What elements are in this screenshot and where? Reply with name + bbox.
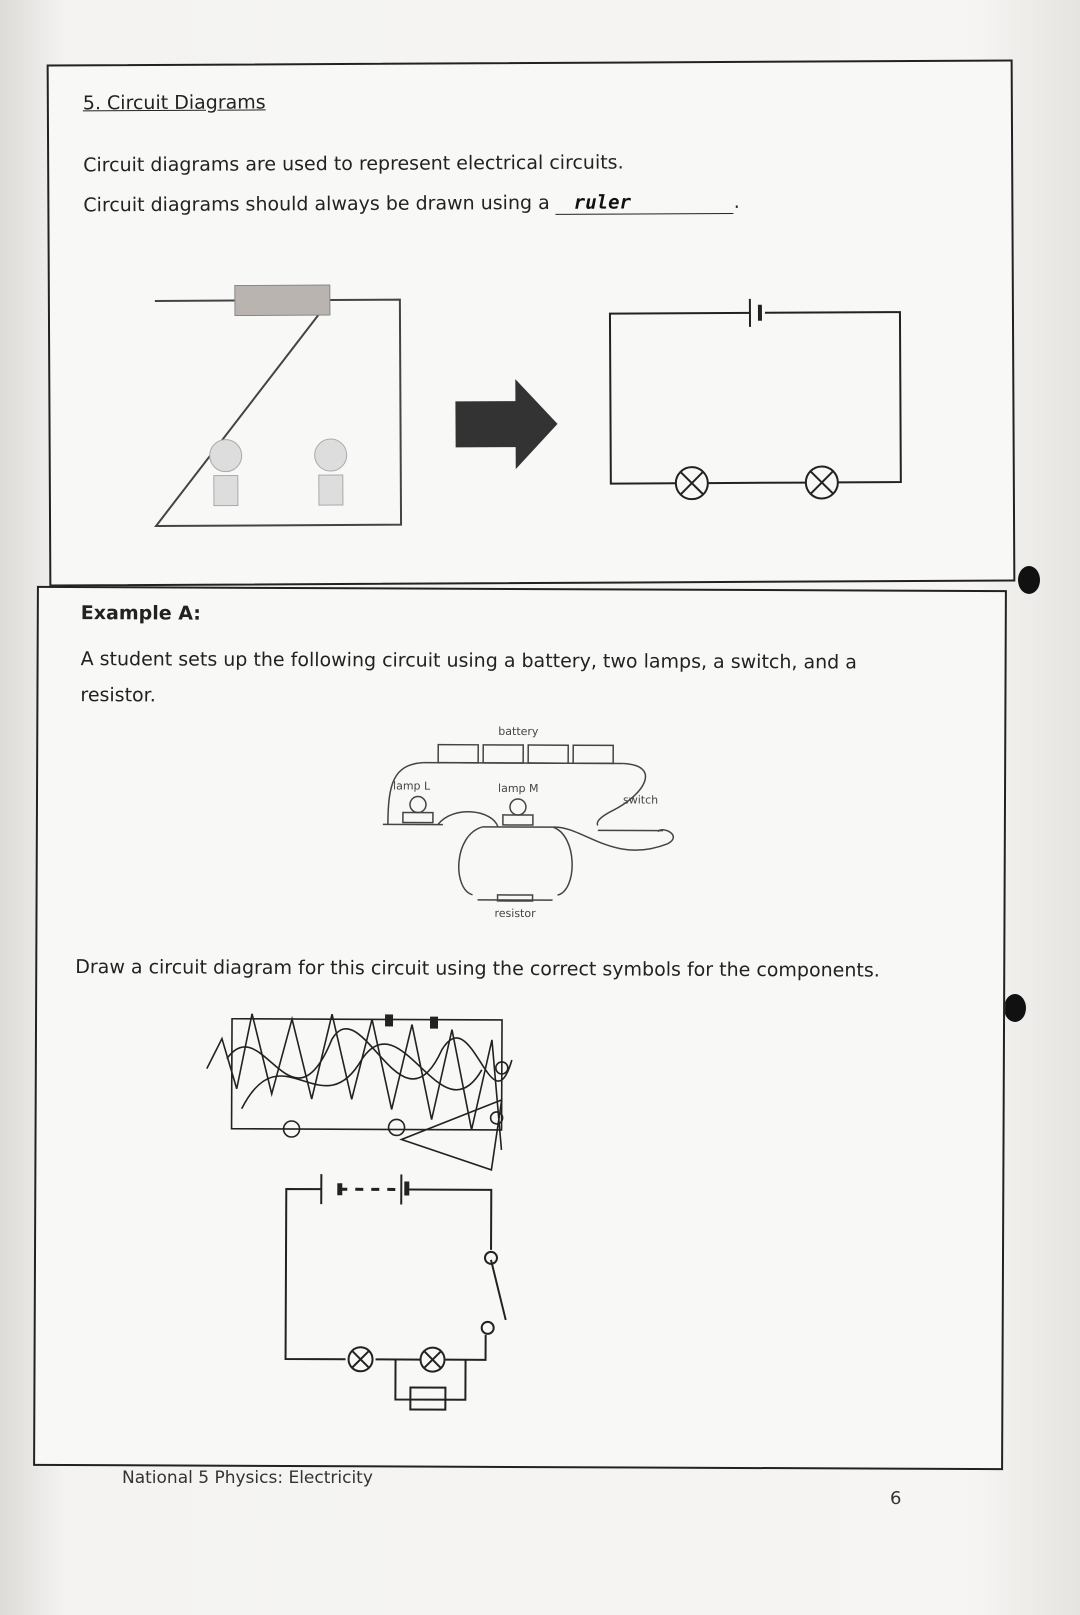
page-number: 6 bbox=[890, 1488, 902, 1509]
punch-hole bbox=[1004, 994, 1026, 1022]
example-prompt-cont: resistor. bbox=[80, 684, 156, 707]
lamp-m-label: lamp M bbox=[498, 781, 539, 796]
real-circuit-picture bbox=[150, 280, 411, 531]
sentence-text: Circuit diagrams should always be drawn using a bbox=[83, 191, 550, 217]
example-heading: Example A: bbox=[80, 602, 201, 625]
ruler-sentence: Circuit diagrams should always be drawn using a ruler . bbox=[83, 190, 740, 217]
circuit-diagram-symbols bbox=[605, 292, 906, 514]
battery-label: battery bbox=[498, 724, 539, 739]
circuit-diagrams-section bbox=[47, 59, 1016, 586]
scribbled-attempt bbox=[201, 999, 522, 1170]
intro-text: Circuit diagrams are used to represent electrical circuits. bbox=[83, 151, 624, 177]
lamp-l-label: lamp L bbox=[393, 779, 431, 793]
section-heading: 5. Circuit Diagrams bbox=[82, 91, 266, 115]
footer-title: National 5 Physics: Electricity bbox=[122, 1468, 373, 1488]
example-circuit-picture bbox=[382, 724, 683, 935]
punch-hole bbox=[1018, 566, 1040, 594]
example-a-section bbox=[33, 586, 1007, 1470]
example-prompt: A student sets up the following circuit using a battery, two lamps, a switch, and a bbox=[80, 648, 857, 674]
task-instruction: Draw a circuit diagram for this circuit using the correct symbols for the components. bbox=[75, 956, 880, 982]
handdrawn-circuit-diagram bbox=[280, 1169, 521, 1430]
resistor-label: resistor bbox=[494, 906, 536, 921]
switch-label: switch bbox=[622, 793, 659, 807]
handwritten-answer: ruler bbox=[556, 191, 734, 215]
arrow-icon bbox=[455, 379, 560, 470]
